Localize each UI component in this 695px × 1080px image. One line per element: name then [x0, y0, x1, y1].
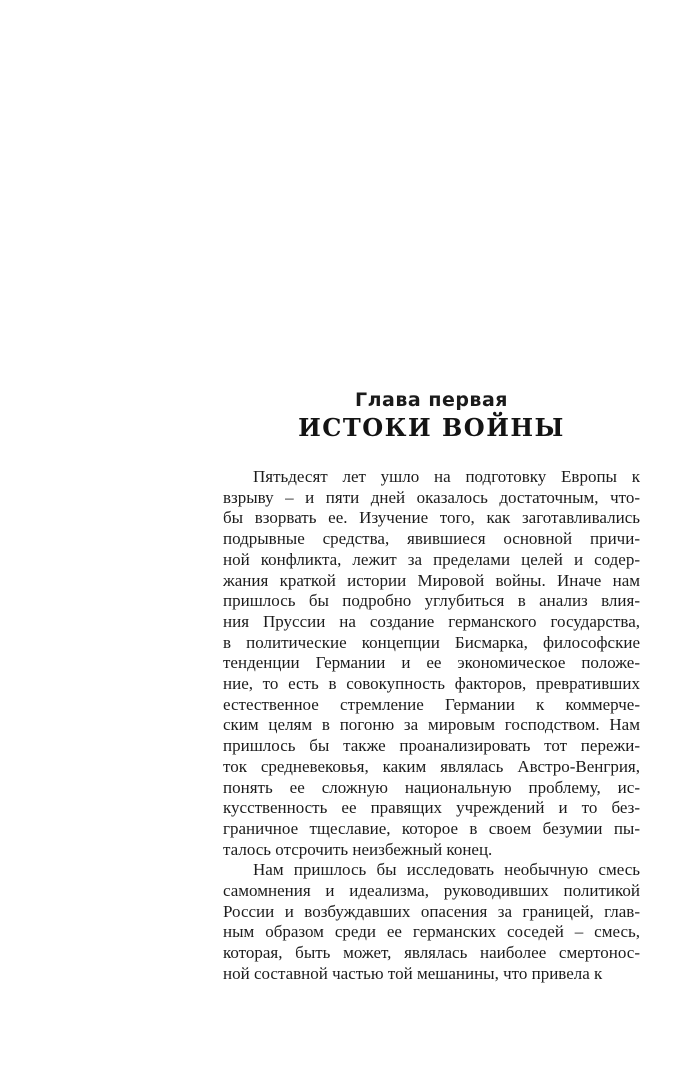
text-line: в политические концепции Бисмарка, философские [223, 632, 640, 652]
text-column [223, 388, 640, 985]
text-line: ной конфликта, лежит за пределами целей и содер- [223, 549, 640, 569]
text-line: ния Пруссии на создание германского государства, [223, 611, 640, 631]
text-line: пришлось бы также проанализировать тот пережи- [223, 736, 640, 756]
text-line: ским целям в погоню за мировым господством. Нам [223, 715, 640, 735]
text-line: самомнения и идеализма, руководивших политикой [223, 881, 640, 901]
text-line: подрывные средства, явившиеся основной причи- [223, 529, 640, 549]
text-line: ным образом среди ее германских соседей – смесь, [223, 922, 640, 942]
chapter-title: ИСТОКИ ВОЙНЫ [298, 413, 565, 442]
text-line: ток средневековья, каким являлась Австро-Венгрия, [223, 756, 640, 776]
text-line: талось отсрочить неизбежный конец. [223, 839, 493, 859]
text-line: Нам пришлось бы исследовать необычную смесь [253, 860, 640, 880]
text-line: ние, то есть в совокупность факторов, превративших [223, 674, 640, 694]
chapter-label: Глава первая [355, 389, 508, 411]
text-line: граничное тщеславие, которое в своем безумии пы- [223, 818, 640, 838]
text-line: России и возбуждавших опасения за границей, глав- [223, 901, 640, 921]
text-line: пришлось бы подробно углубиться в анализ влия- [223, 591, 640, 611]
text-line: жания краткой истории Мировой войны. Иначе нам [223, 570, 640, 590]
text-line: понять ее сложную национальную проблему, ис- [223, 777, 640, 797]
text-line: естественное стремление Германии к коммерче- [223, 694, 640, 714]
text-line: кусственность ее правящих учреждений и то без- [223, 798, 640, 818]
text-line: бы взорвать ее. Изучение того, как заготавливались [223, 508, 640, 528]
text-line: которая, быть может, являлась наиболее смертонос- [223, 943, 640, 963]
body-text [223, 467, 640, 985]
text-line: взрыву – и пяти дней оказалось достаточным, что- [223, 487, 640, 507]
text-line: ной составной частью той мешанины, что привела к [223, 963, 603, 983]
text-line: Пятьдесят лет ушло на подготовку Европы к [253, 467, 640, 486]
text-line: тенденции Германии и ее экономическое положе- [223, 653, 640, 673]
